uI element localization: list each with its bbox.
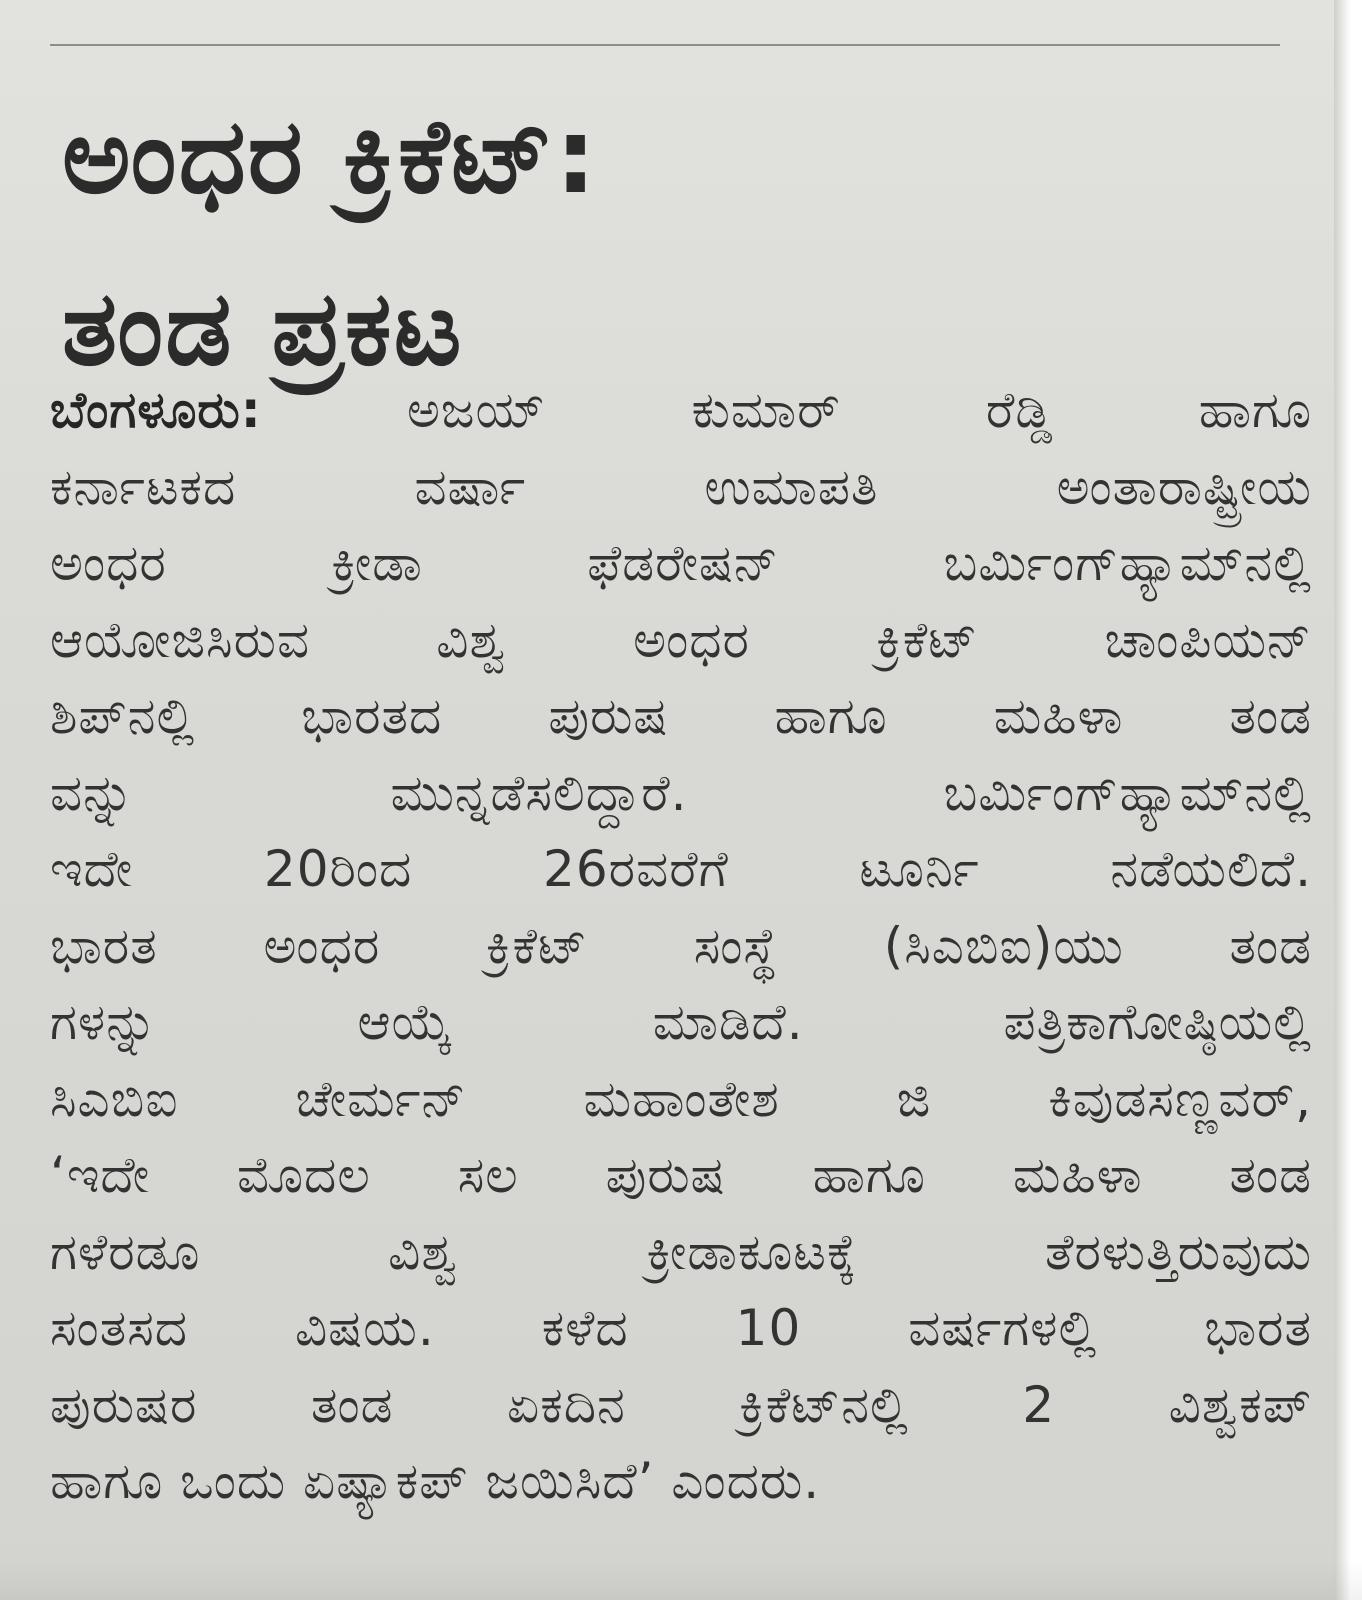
body-line: ಶಿಪ್‌ನಲ್ಲಿ ಭಾರತದ ಪುರುಷ ಹಾಗೂ ಮಹಿಳಾ ತಂಡ <box>50 687 1312 745</box>
body-line: ಸಂತಸದ ವಿಷಯ. ಕಳೆದ 10 ವರ್ಷಗಳಲ್ಲಿ ಭಾರತ <box>50 1299 1312 1357</box>
body-line: ಅಂಧರ ಕ್ರೀಡಾ ಫೆಡರೇಷನ್ ಬರ್ಮಿಂಗ್‌ಹ್ಯಾಮ್‌ನಲ್ಲಿ <box>50 534 1312 592</box>
body-line: ಗಳನ್ನು ಆಯ್ಕೆ ಮಾಡಿದೆ. ಪತ್ರಿಕಾಗೋಷ್ಠಿಯಲ್ಲಿ <box>50 993 1312 1051</box>
headline-line-1: ಅಂಧರ ಕ್ರಿಕೆಟ್: <box>62 95 599 217</box>
body-line-first <box>50 372 1312 449</box>
body-line: ವನ್ನು ಮುನ್ನಡೆಸಲಿದ್ದಾರೆ. ಬರ್ಮಿಂಗ್‌ಹ್ಯಾಮ್‌ನಲ್ಲಿ <box>50 763 1312 822</box>
article-body <box>50 372 1312 1520</box>
dateline: ಬೆಂಗಳೂರು: <box>50 381 262 439</box>
headline-line-2: ತಂಡ ಪ್ರಕಟ <box>62 267 464 389</box>
paper-edge <box>1334 0 1362 1600</box>
top-rule <box>50 44 1280 46</box>
body-line: ಭಾರತ ಅಂಧರ ಕ್ರಿಕೆಟ್ ಸಂಸ್ಥೆ (ಸಿಎಬಿಐ)ಯು ತಂಡ <box>50 916 1312 975</box>
body-line: ಆಯೋಜಿಸಿರುವ ವಿಶ್ವ ಅಂಧರ ಕ್ರಿಕೆಟ್ ಚಾಂಪಿಯನ್ <box>50 610 1312 669</box>
first-line-text: ಅಜಯ್ ಕುಮಾರ್ ರೆಡ್ಡಿ ಹಾಗೂ <box>406 381 1312 439</box>
body-line: ಗಳೆರಡೂ ವಿಶ್ವ ಕ್ರೀಡಾಕೂಟಕ್ಕೆ ತೆರಳುತ್ತಿರುವುದು <box>50 1222 1312 1281</box>
body-line: ಪುರುಷರ ತಂಡ ಏಕದಿನ ಕ್ರಿಕೆಟ್‌ನಲ್ಲಿ 2 ವಿಶ್ವಕಪ್ <box>50 1375 1312 1434</box>
paper-shadow <box>0 1560 1362 1600</box>
headline <box>62 70 1162 414</box>
body-line: ‘ಇದೇ ಮೊದಲ ಸಲ ಪುರುಷ ಹಾಗೂ ಮಹಿಳಾ ತಂಡ <box>50 1146 1312 1204</box>
body-line: ಇದೇ 20ರಿಂದ 26ರವರೆಗೆ ಟೂರ್ನಿ ನಡೆಯಲಿದೆ. <box>50 840 1312 898</box>
body-line: ಕರ್ನಾಟಕದ ವರ್ಷಾ ಉಮಾಪತಿ ಅಂತಾರಾಷ್ಟ್ರೀಯ <box>50 457 1312 516</box>
body-line-last: ಹಾಗೂ ಒಂದು ಏಷ್ಯಾಕಪ್ ಜಯಿಸಿದೆ’ ಎಂದರು. <box>50 1452 821 1510</box>
body-line: ಸಿಎಬಿಐ ಚೇರ್ಮನ್ ಮಹಾಂತೇಶ ಜಿ ಕಿವುಡಸಣ್ಣವರ್, <box>50 1069 1312 1128</box>
